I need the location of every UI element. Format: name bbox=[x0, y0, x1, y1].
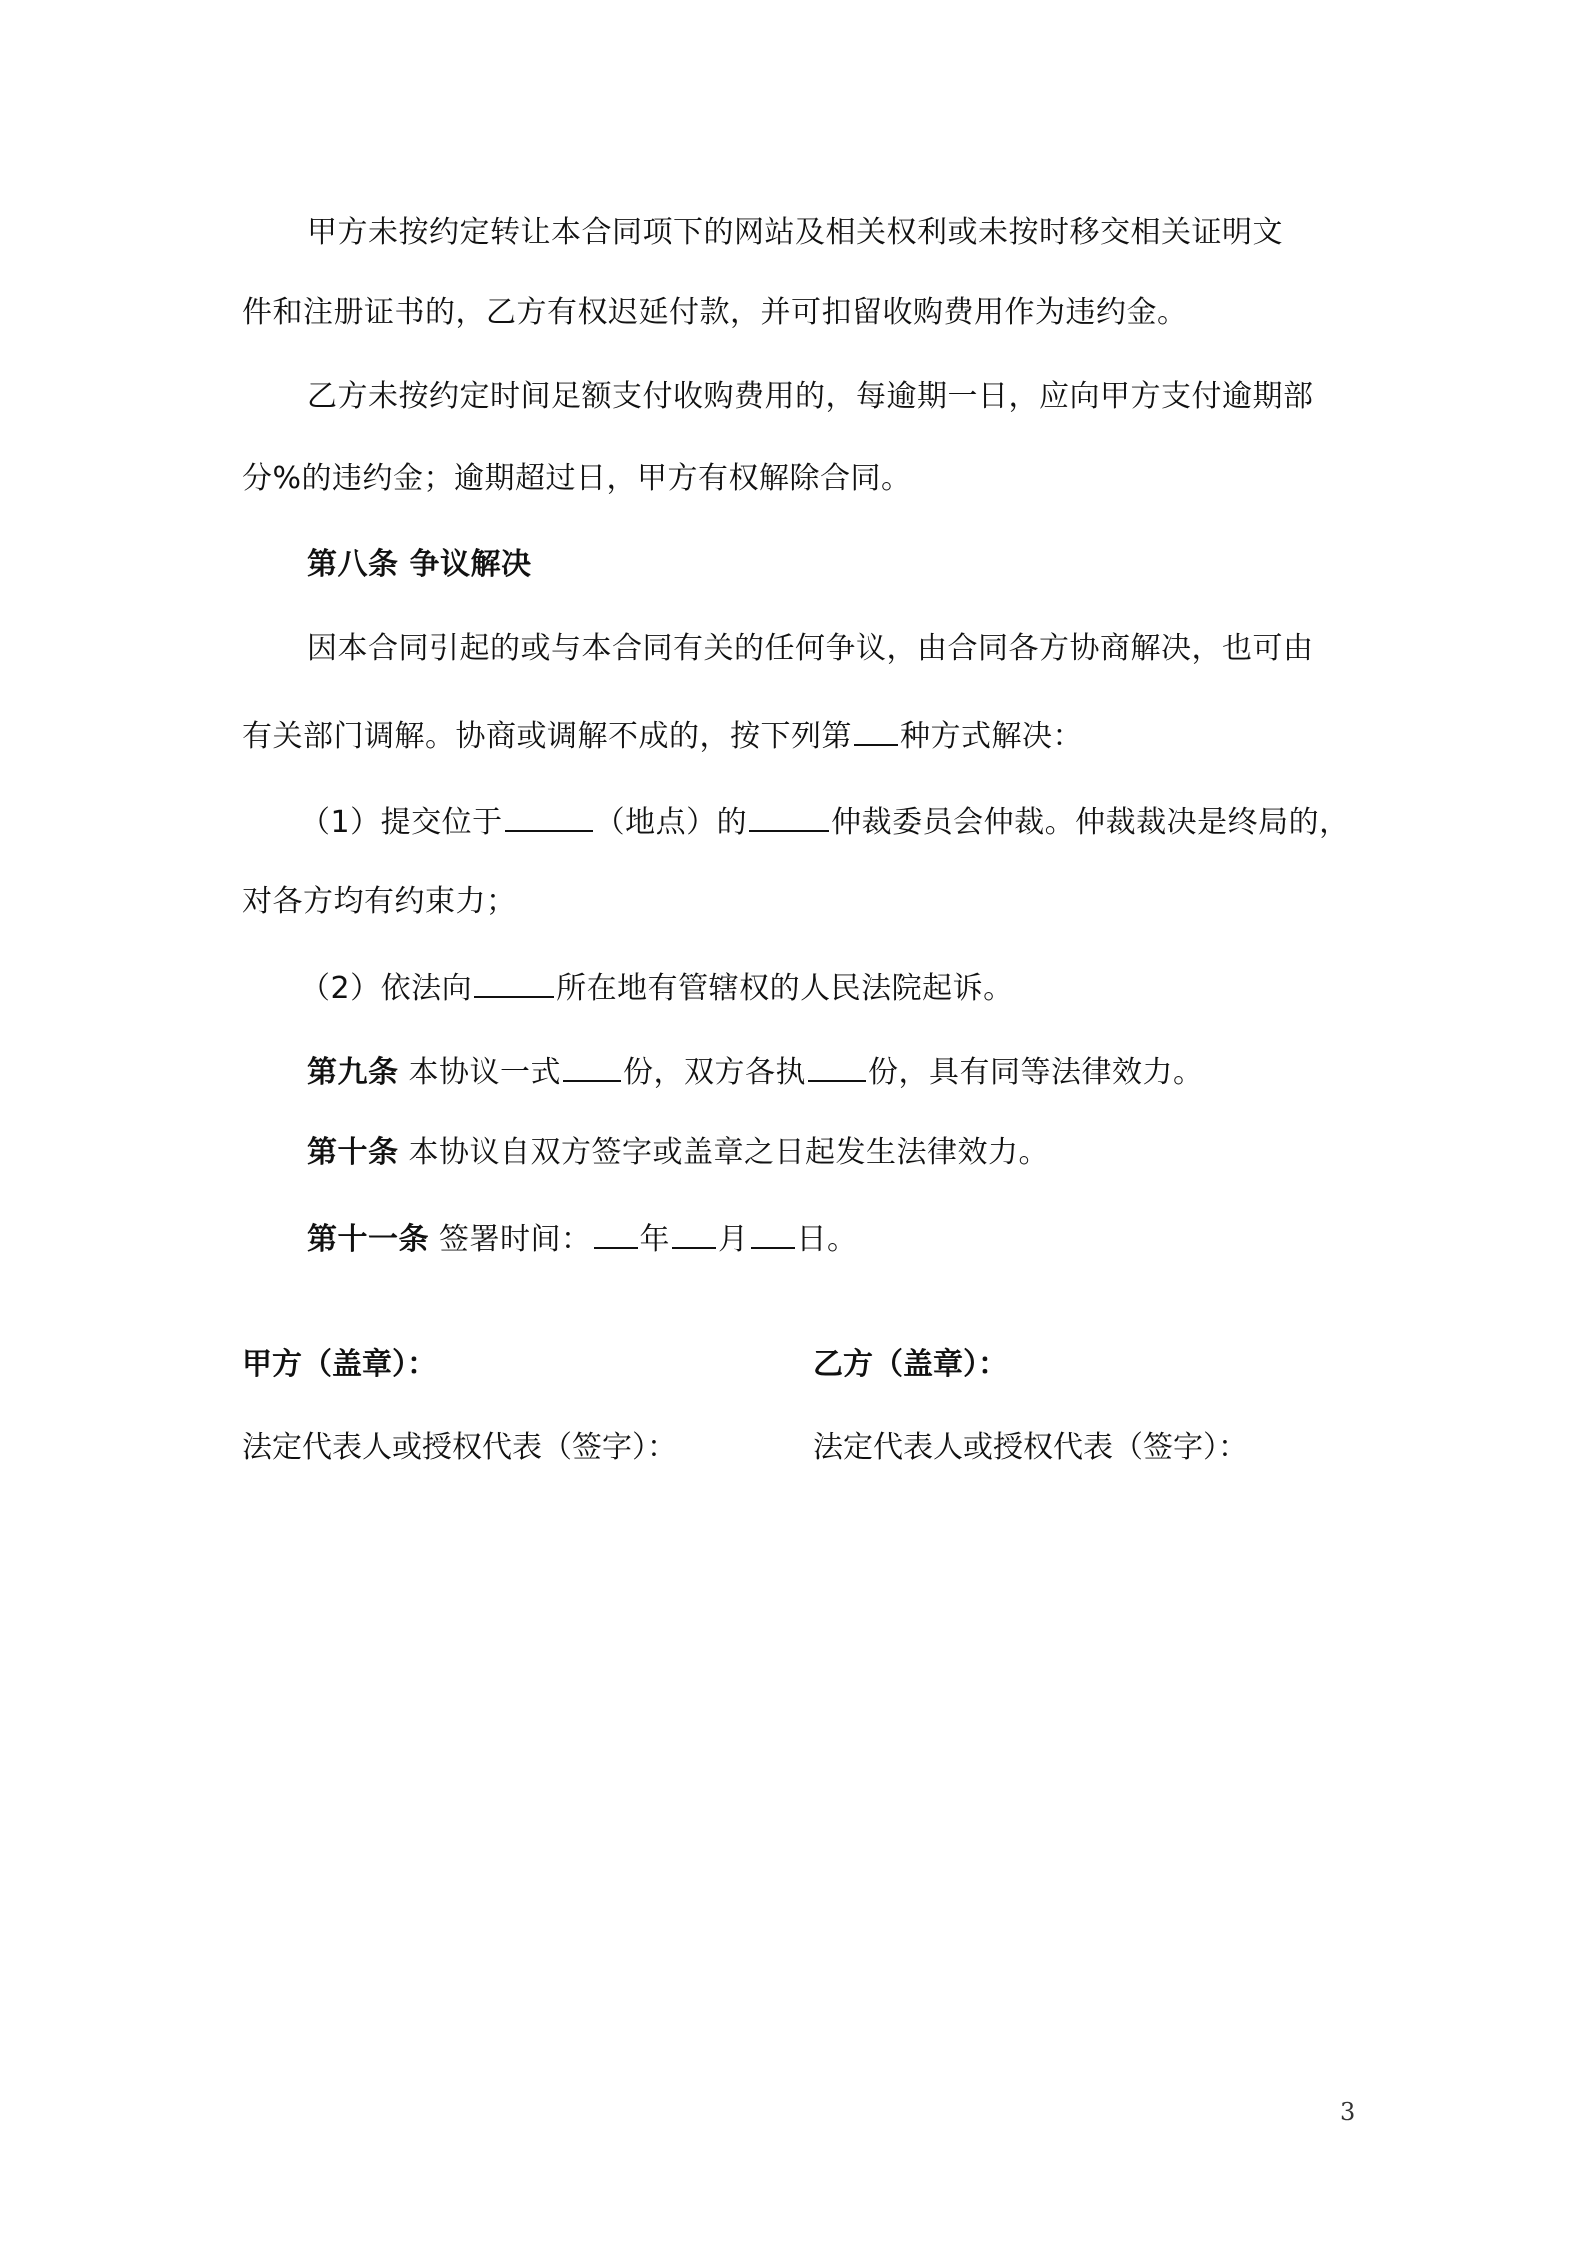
article-8-line-2-text-a: 有关部门调解。协商或调解不成的，按下列第 bbox=[242, 719, 852, 754]
option-1-text-b: （地点）的 bbox=[594, 805, 748, 840]
method-number-blank bbox=[854, 716, 898, 746]
paragraph-2-line-2: 分%的违约金；逾期超过日，甲方有权解除合同。 bbox=[242, 461, 912, 496]
arbitration-commission-blank bbox=[749, 802, 829, 832]
article-8-line-2-text-b: 种方式解决： bbox=[900, 719, 1083, 754]
option-2-line bbox=[300, 968, 1014, 1009]
party-a-seal-label: 甲方（盖章）： bbox=[242, 1347, 437, 1382]
article-9-text-b: 份，双方各执 bbox=[623, 1055, 807, 1090]
option-1-text-a: （1）提交位于 bbox=[300, 805, 503, 840]
party-b-seal-label: 乙方（盖章）： bbox=[813, 1347, 1008, 1382]
article-11-label: 第十一条 bbox=[307, 1222, 429, 1257]
month-blank bbox=[672, 1219, 716, 1249]
article-8-line-1: 因本合同引起的或与本合同有关的任何争议，由合同各方协商解决，也可由 bbox=[307, 631, 1314, 666]
day-label: 日。 bbox=[796, 1222, 858, 1257]
article-9-line bbox=[307, 1052, 1204, 1093]
article-11-text-a: 签署时间： bbox=[439, 1222, 592, 1257]
article-9-text-a: 本协议一式 bbox=[408, 1055, 562, 1090]
year-blank bbox=[594, 1219, 638, 1249]
party-a-representative-label: 法定代表人或授权代表（签字）： bbox=[242, 1430, 677, 1465]
article-10-line bbox=[307, 1133, 1049, 1173]
article-9-label: 第九条 bbox=[307, 1055, 399, 1090]
option-2-text-a: （2）依法向 bbox=[300, 971, 473, 1006]
option-2-text-b: 所在地有管辖权的人民法院起诉。 bbox=[556, 971, 1014, 1006]
paragraph-1-line-2: 件和注册证书的，乙方有权迟延付款，并可扣留收购费用作为违约金。 bbox=[242, 295, 1188, 330]
year-label: 年 bbox=[639, 1222, 671, 1257]
copies-total-blank bbox=[563, 1052, 621, 1082]
article-11-line bbox=[307, 1219, 858, 1260]
option-1-text-c: 仲裁委员会仲裁。仲裁裁决是终局的， bbox=[831, 805, 1350, 840]
article-8-line-2 bbox=[242, 716, 1083, 757]
page-number: 3 bbox=[1340, 2098, 1356, 2126]
party-b-representative-label: 法定代表人或授权代表（签字）： bbox=[813, 1430, 1248, 1465]
article-9-text-c: 份，具有同等法律效力。 bbox=[868, 1055, 1204, 1090]
paragraph-1-line-1: 甲方未按约定转让本合同项下的网站及相关权利或未按时移交相关证明文 bbox=[307, 215, 1283, 250]
paragraph-2-line-1: 乙方未按约定时间足额支付收购费用的，每逾期一日，应向甲方支付逾期部 bbox=[307, 379, 1314, 414]
court-location-blank bbox=[474, 968, 554, 998]
copies-each-blank bbox=[808, 1052, 866, 1082]
article-10-text: 本协议自双方签字或盖章之日起发生法律效力。 bbox=[408, 1135, 1050, 1170]
option-1-line-2: 对各方均有约束力； bbox=[242, 884, 517, 919]
option-1-line-1 bbox=[300, 802, 1350, 843]
day-blank bbox=[751, 1219, 795, 1249]
location-blank bbox=[505, 802, 593, 832]
article-10-label: 第十条 bbox=[307, 1135, 399, 1170]
article-8-heading: 第八条 争议解决 bbox=[307, 547, 532, 582]
month-label: 月 bbox=[718, 1222, 749, 1257]
